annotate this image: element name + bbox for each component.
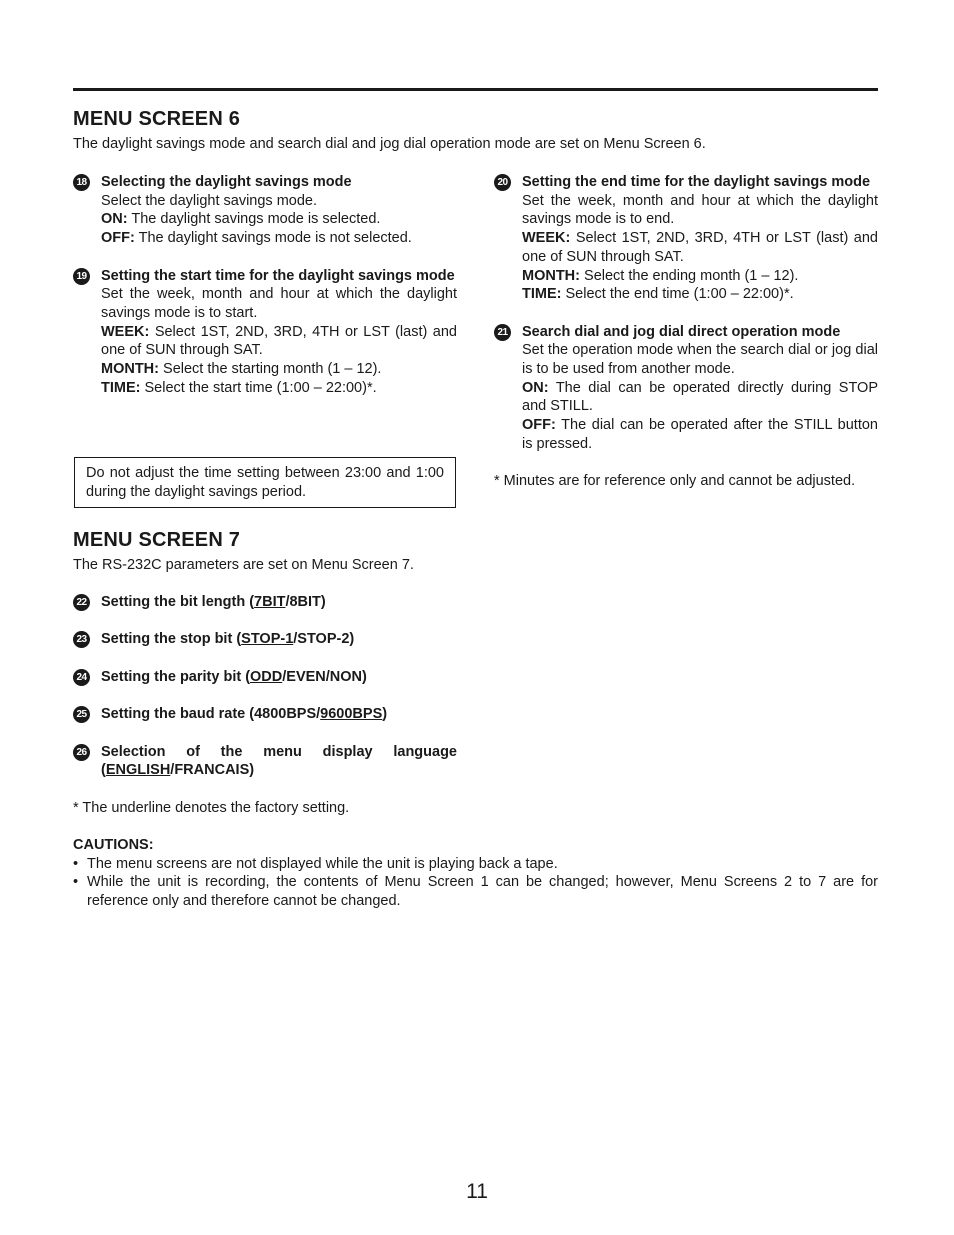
item-title: Selecting the daylight savings mode [101,174,352,190]
item-number-badge: 18 [73,174,90,191]
menu-screen-7-heading: MENU SCREEN 7 [73,529,241,551]
cautions-heading: CAUTIONS: [73,837,154,853]
factory-setting: STOP-1 [241,631,294,648]
item-title: Search dial and jog dial direct operation mode [522,323,841,340]
item-number-badge: 26 [73,744,90,761]
item-number-badge: 24 [73,669,90,686]
menu-screen-6-intro: The daylight savings mode and search dial and jog dial operation mode are set on Menu Screen 6. [73,136,706,152]
top-rule [73,88,878,91]
month-option: MONTH: Select the starting month (1 – 12). [101,361,382,378]
footnote-minutes: * Minutes are for reference only and cannot be adjusted. [494,473,856,490]
factory-setting: ODD [250,668,283,685]
item-description: Set the week, month and hour at which the daylight savings mode is to start. [101,286,457,321]
item-number-badge: 20 [494,174,511,191]
factory-setting: 7BIT [254,594,286,610]
note-box: Do not adjust the time setting between 23:00 and 1:00 during the daylight savings period. [74,457,456,508]
caution-item: • The menu screens are not displayed while the unit is playing back a tape. [73,855,558,872]
item-20 [494,173,878,304]
item-line: Select the daylight savings mode. [101,192,318,209]
item-number-badge: 21 [494,324,511,341]
on-option: ON: The dial can be operated directly during STOP and STILL. [522,379,878,415]
item-21 [494,323,878,454]
page-number: 11 [466,1180,488,1203]
caution-item: • While the unit is recording, the contents of Menu Screen 1 can be changed; however, Menu Screens 2 to 7 are for reference only and therefore cannot be changed. [73,874,878,910]
menu-screen-7-intro: The RS-232C parameters are set on Menu Screen 7. [73,557,414,573]
item-22: 22 Setting the bit length (7BIT/8BIT) [73,593,457,612]
right-column [494,173,878,491]
on-option: ON: The daylight savings mode is selected. [101,211,381,228]
item-description: Set the week, month and hour at which the daylight savings mode is to end. [522,192,878,228]
time-option: TIME: Select the end time (1:00 – 22:00)*. [522,286,794,303]
left-column [73,173,457,397]
item-23: 23 Setting the stop bit (STOP-1/STOP-2) [73,630,457,649]
factory-setting: ENGLISH [105,762,171,779]
week-option: WEEK: Select 1ST, 2ND, 3RD, 4TH or LST (last) and one of SUN through SAT. [522,230,878,265]
item-18 [73,173,457,248]
cautions-section [73,836,878,911]
item-number-badge: 19 [73,268,90,285]
item-description: Set the operation mode when the search dial or jog dial is to be used from another mode. [522,342,878,378]
item-title: Setting the end time for the daylight savings mode [522,174,871,190]
item-25: 25 Setting the baud rate (4800BPS/9600BPS) [73,705,457,724]
item-19 [73,267,457,398]
item-number-badge: 23 [73,631,90,648]
off-option: OFF: The daylight savings mode is not selected. [101,230,412,247]
menu-screen-6-heading: MENU SCREEN 6 [73,108,241,130]
factory-setting: 9600BPS [320,706,383,723]
bullet-icon: • [73,855,79,872]
footnote-underline: * The underline denotes the factory setting. [73,799,350,816]
item-number-badge: 25 [73,706,90,723]
time-option: TIME: Select the start time (1:00 – 22:00)*. [101,379,377,396]
month-option: MONTH: Select the ending month (1 – 12). [522,267,799,284]
item-title: Setting the start time for the daylight savings mode [101,267,455,284]
item-26: 26 Selection of the menu display language (ENGLISH/FRANCAIS) [73,743,457,780]
off-option: OFF: The dial can be operated after the STILL button is pressed. [522,417,878,452]
item-24: 24 Setting the parity bit (ODD/EVEN/NON) [73,668,457,687]
week-option: WEEK: Select 1ST, 2ND, 3RD, 4TH or LST (last) and one of SUN through SAT. [101,323,457,359]
item-number-badge: 22 [73,594,90,611]
screen-7-items [73,593,457,817]
bullet-icon: • [73,874,79,891]
